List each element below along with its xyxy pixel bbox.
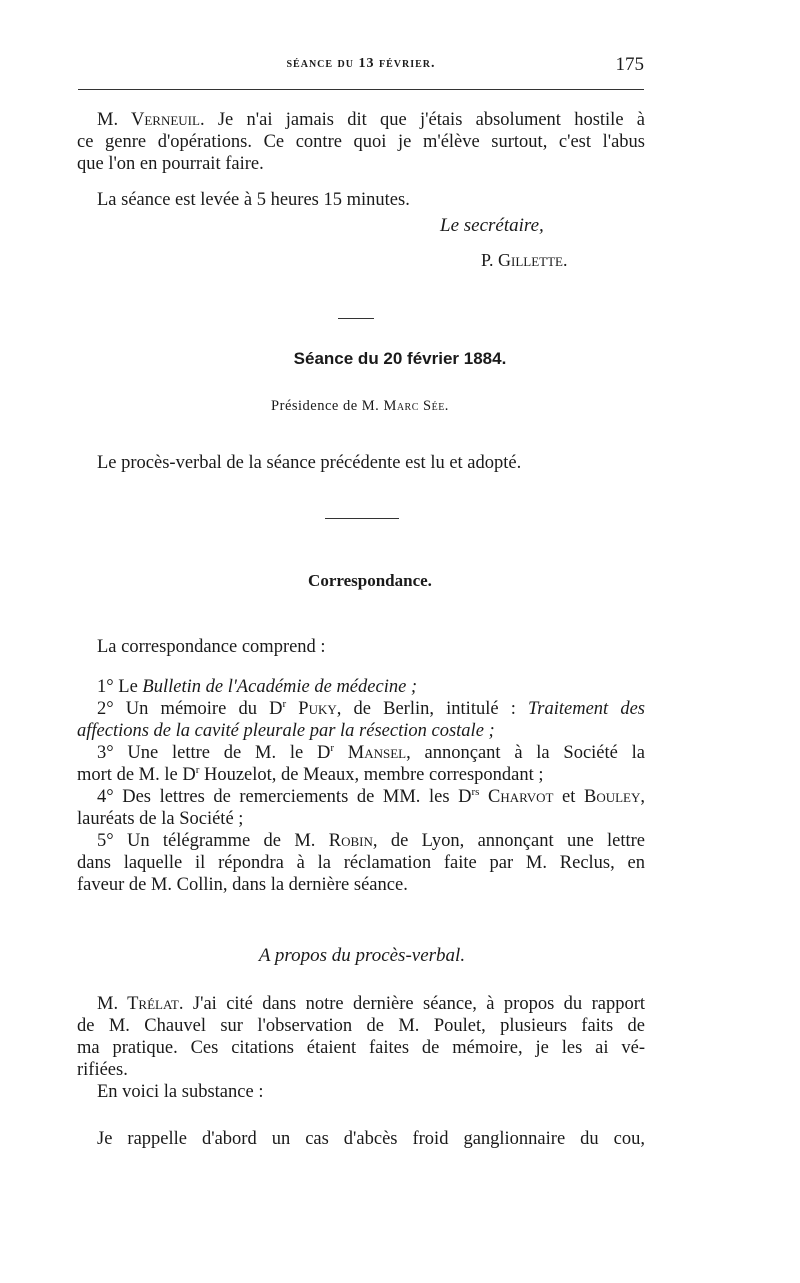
trelat-line-3: ma pratique. Ces citations étaient faites de mémoire, je les ai vé- [77,1038,645,1058]
section-divider-2 [325,518,399,519]
item2-name: Puky [286,699,337,719]
item2-prefix: 2° Un mémoire du D [97,699,283,719]
item4-and: et [553,787,584,807]
signature-role: Le secrétaire, [440,215,544,236]
verneuil-line-3: que l'on en pourrait faire. [77,154,264,174]
signature-initial: P. [481,250,499,270]
page-header [78,56,644,86]
speaker-verneuil: M. Verneuil. [97,110,205,130]
item2-title-1: Traitement des [528,699,645,719]
correspondance-intro: La correspondance comprend : [97,637,326,657]
list-item-1 [77,676,645,698]
trelat-text-1: J'ai cité dans notre dernière séance, à propos du rapport [183,994,645,1014]
item3-name: Mansel [334,743,407,763]
item2-sup: r [282,697,287,710]
item1-title: Bulletin de l'Académie de médecine ; [142,677,418,697]
item5-name: Robin [328,831,373,851]
verneuil-line-2: ce genre d'opérations. Ce contre quoi je m'élève surtout, c'est l'abus [77,132,645,152]
list-item-4-line-2: lauréats de la Société ; [77,809,244,829]
trelat-line-2: de M. Chauvel sur l'observation de M. Poulet, plusieurs faits de [77,1016,645,1036]
list-item-5-line-3: faveur de M. Collin, dans la dernière séance. [77,875,408,895]
running-title: séance du 13 février. [286,56,436,71]
item3-b: , annonçant à la Société la [406,743,645,763]
item3-sup: r [330,741,335,754]
item3-line2-b: Houzelot, de Meaux, membre correspondant ; [199,765,544,785]
page-number: 175 [615,54,644,75]
item2-mid: , de Berlin, intitulé : [336,699,528,719]
item4-sup: rs [471,785,480,798]
item1-prefix: 1° Le [97,677,143,697]
verneuil-paragraph [77,109,645,175]
presidence-line [0,398,720,415]
verneuil-text-1: Je n'ai jamais dit que j'étais absolument hostile à [204,110,645,130]
signature-surname: Gillette. [498,250,568,270]
speaker-trelat: M. Trélat. [97,994,184,1014]
list-item-2-line-1 [77,698,645,720]
trelat-line-5: En voici la substance : [97,1082,264,1102]
item3-a: 3° Une lettre de M. le D [97,743,331,763]
list-item-5-line-2: dans laquelle il répondra à la réclamation faite par M. Reclus, en [77,853,645,873]
item4-a: 4° Des lettres de remerciements de MM. les D [97,787,472,807]
list-item-3-line-2 [77,764,645,786]
apropos-title: A propos du procès-verbal. [258,945,466,966]
president-name: Marc Sée. [383,398,449,414]
trelat-line-4: rifiées. [77,1060,128,1080]
item3-line2-a: mort de M. le D [77,765,196,785]
list-item-3-line-1 [77,742,645,764]
correspondance-title: Correspondance. [308,571,432,590]
list-item-5-line-1 [77,830,645,852]
trelat-line-1 [77,993,645,1015]
header-rule [78,89,644,90]
correspondance-list [77,676,645,896]
list-item-4-line-1 [77,786,645,808]
trelat-paragraph [77,993,645,1103]
item4-name-1: Charvot [479,787,554,807]
item5-b: , de Lyon, annonçant une lettre [372,831,645,851]
seance-title: Séance du 20 février 1884. [293,349,507,368]
list-item-2-line-2: affections de la cavité pleurale par la résection costale ; [77,721,495,741]
trelat-line-6: Je rappelle d'abord un cas d'abcès froid ganglionnaire du cou, [97,1129,645,1149]
item5-a: 5° Un télégramme de M. [97,831,329,851]
section-divider-1 [338,318,374,319]
proces-verbal-line: Le procès-verbal de la séance précédente est lu et adopté. [97,453,522,473]
verneuil-line-1 [77,109,645,131]
signature-name [481,250,568,271]
item3-line2-sup: r [195,763,200,776]
closing-line: La séance est levée à 5 heures 15 minutes. [97,190,410,210]
item4-name-2: Bouley, [583,787,645,807]
presidence-prefix: Présidence de M. [271,398,384,414]
